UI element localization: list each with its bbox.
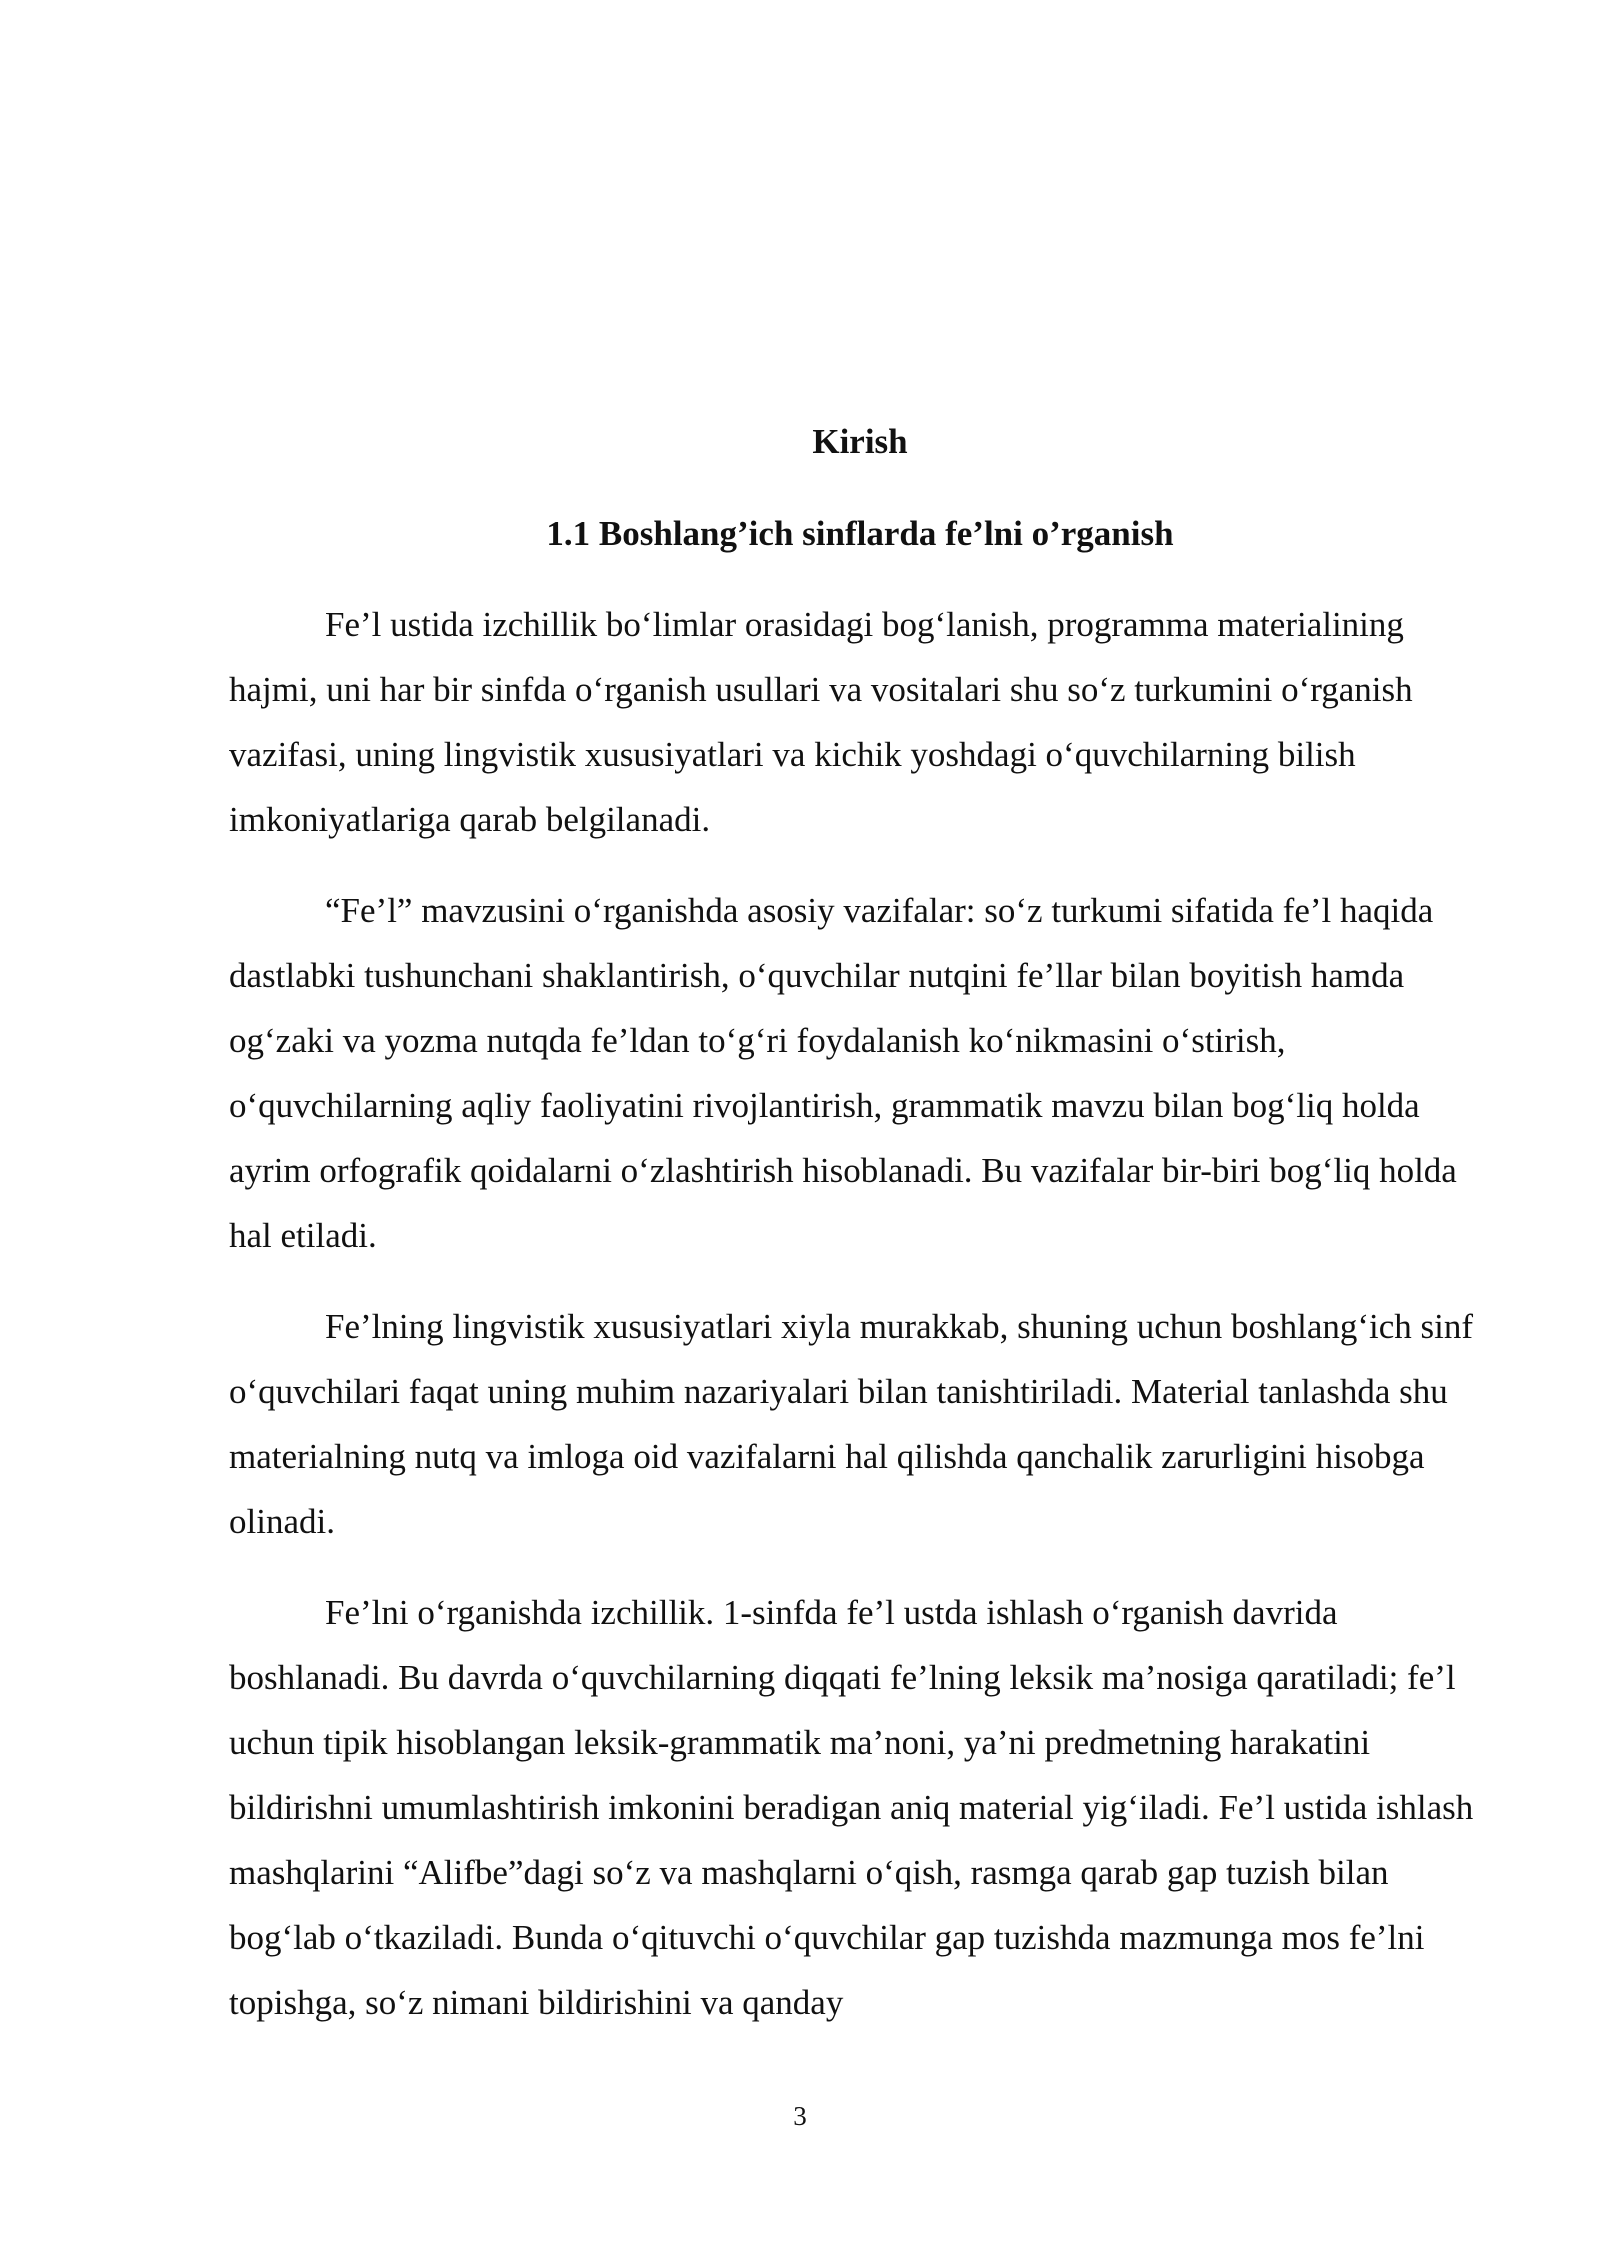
paragraph-1: Fe’l ustida izchillik bo‘limlar orasidagi bog‘lanish, programma materialining hajmi, uni har bir sinfda o‘rganish usullari va vositalari shu so‘z turkumini o‘rganish vazifasi, uning lingvistik xususiyatlari va kichik yoshdagi o‘quvchilarning bilish imkoniyatlariga qarab belgilanadi.: [229, 605, 1413, 839]
page-number: 3: [793, 2101, 807, 2131]
page-content: [229, 420, 1491, 2061]
paragraph-2: “Fe’l” mavzusini o‘rganishda asosiy vazifalar: so‘z turkumi sifatida fe’l haqida dastlabki tushunchani shaklantirish, o‘quvchilar nutqini fe’llar bilan boyitish hamda og‘zaki va yozma nutqda fe’ldan to‘g‘ri foydalanish ko‘nikmasini o‘stirish, o‘quvchilarning aqliy faoliyatini rivojlantirish, grammatik mavzu bilan bog‘liq holda ayrim orfografik qoidalarni o‘zlashtirish hisoblanadi. Bu vazifalar bir-biri bog‘liq holda hal etiladi.: [229, 891, 1457, 1255]
paragraph-4: Fe’lni o‘rganishda izchillik. 1-sinfda fe’l ustda ishlash o‘rganish davrida boshlanadi. Bu davrda o‘quvchilarning diqqati fe’lning leksik ma’nosiga qaratiladi; fe’l uchun tipik hisoblangan leksik-grammatik ma’noni, ya’ni predmetning harakatini bildirishni umumlashtirish imkonini beradigan aniq material yig‘iladi. Fe’l ustida ishlash mashqlarini “Alifbe”dagi so‘z va mashqlarni o‘qish, rasmga qarab gap tuzish bilan bog‘lab o‘tkaziladi. Bunda o‘qituvchi o‘quvchilar gap tuzishda mazmunga mos fe’lni topishga, so‘z nimani bildirishini va qanday: [229, 1593, 1474, 2022]
section-heading: 1.1 Boshlang’ich sinflarda fe’lni o’rganish: [546, 514, 1174, 553]
page-title: Kirish: [812, 422, 908, 461]
paragraph-3: Fe’lning lingvistik xususiyatlari xiyla murakkab, shuning uchun boshlang‘ich sinf o‘quvchilari faqat uning muhim nazariyalari bilan tanishtiriladi. Material tanlashda shu materialning nutq va imloga oid vazifalarni hal qilishda qanchalik zarurligini hisobga olinadi.: [229, 1307, 1474, 1541]
